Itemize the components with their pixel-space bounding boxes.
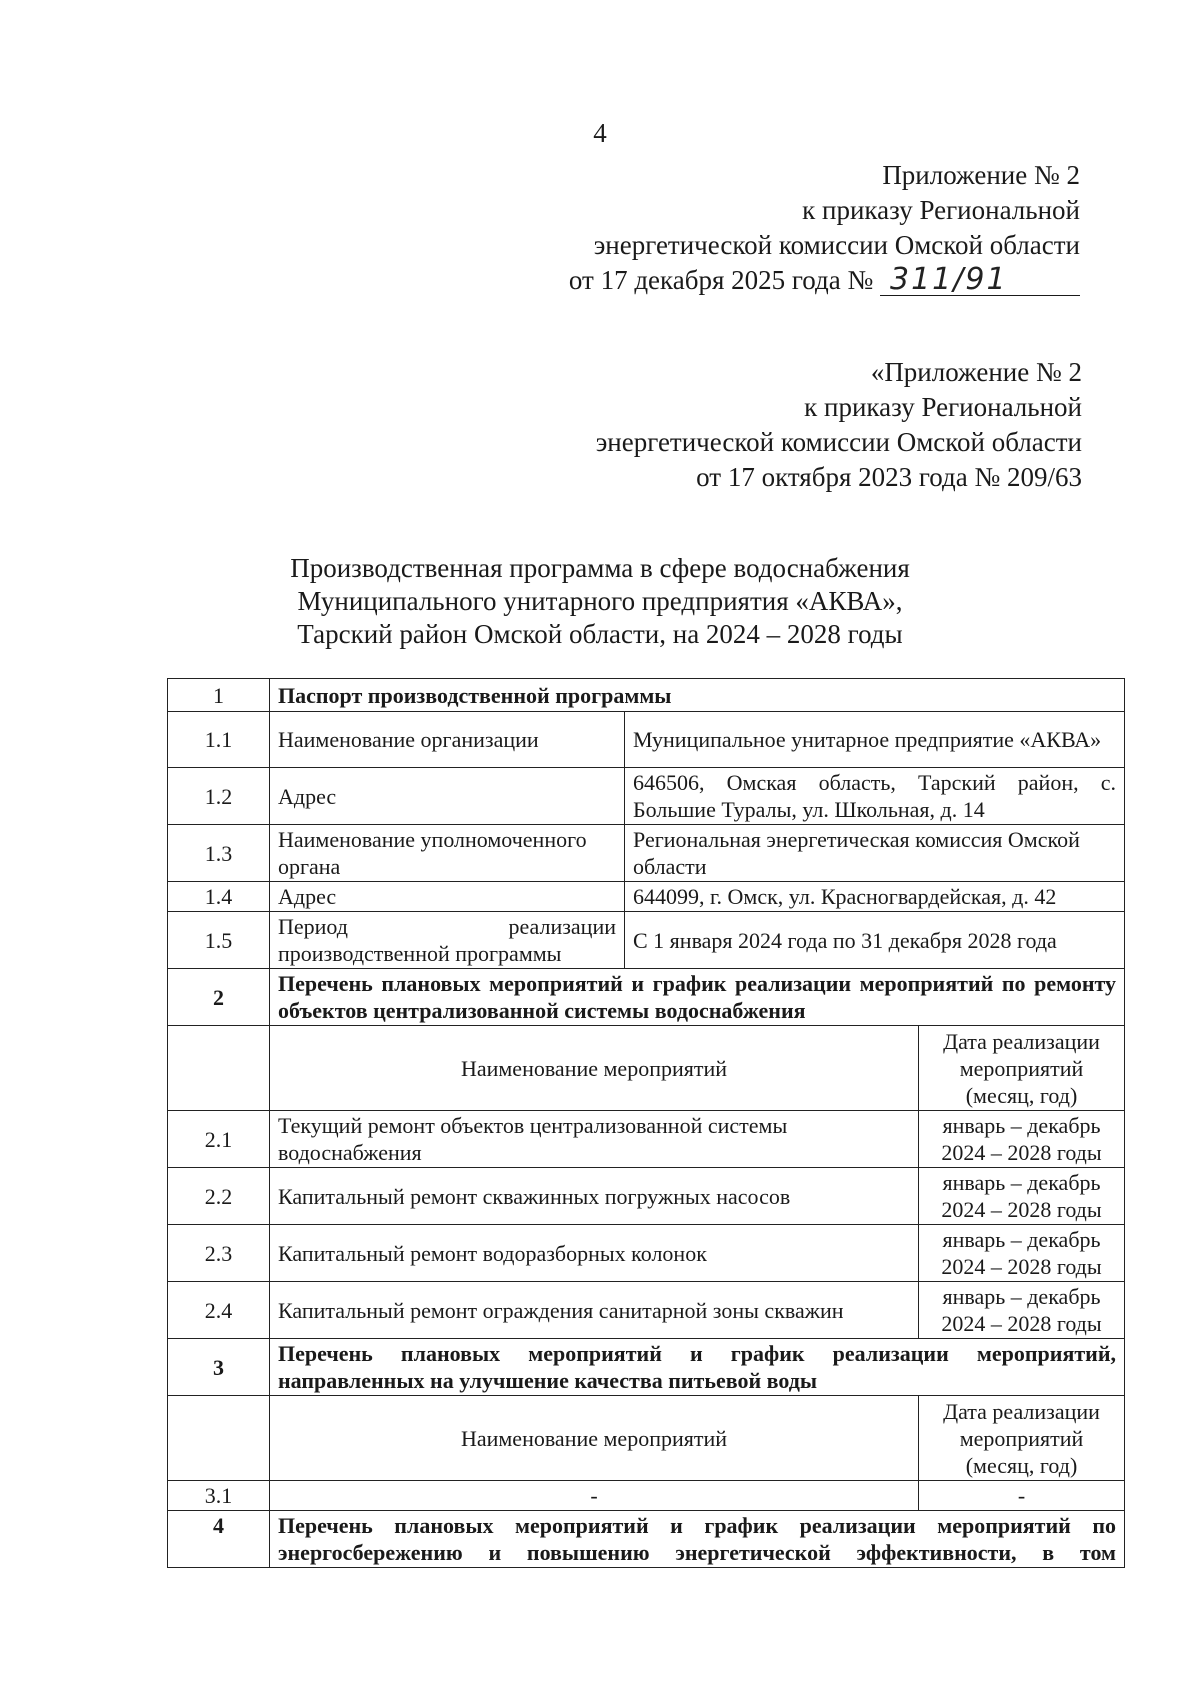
appendix-header-new xyxy=(480,158,1080,298)
activity-name: - xyxy=(270,1481,919,1511)
handwritten-order-number: 311/91 xyxy=(880,265,1080,296)
old-appendix-title: «Приложение № 2 xyxy=(870,357,1082,387)
title-line-2: Муниципального унитарного предприятия «АКВА», xyxy=(297,586,903,616)
activity-date: январь – декабрь 2024 – 2028 годы xyxy=(919,1168,1125,1225)
table-row xyxy=(168,712,1125,768)
section-number: 1 xyxy=(168,679,270,712)
activity-name: Капитальный ремонт водоразборных колонок xyxy=(270,1225,919,1282)
section-1-row xyxy=(168,679,1125,712)
row-number: 2.3 xyxy=(168,1225,270,1282)
section-title: Перечень плановых мероприятий и график реализации мероприятий по ремонту объектов централизованной системы водоснабжения xyxy=(270,969,1125,1026)
table-header-row xyxy=(168,1026,1125,1111)
section-number: 4 xyxy=(168,1511,270,1568)
title-line-1: Производственная программа в сфере водоснабжения xyxy=(290,553,910,583)
activity-name: Капитальный ремонт скважинных погружных насосов xyxy=(270,1168,919,1225)
header-activity-date: Дата реализации мероприятий (месяц, год) xyxy=(919,1026,1125,1111)
section-3-row xyxy=(168,1339,1125,1396)
table-row xyxy=(168,1225,1125,1282)
appendix-title: Приложение № 2 xyxy=(882,160,1080,190)
section-title: Паспорт производственной программы xyxy=(270,679,1125,712)
row-number: 1.4 xyxy=(168,882,270,912)
section-number: 2 xyxy=(168,969,270,1026)
appendix-commission: энергетической комиссии Омской области xyxy=(593,230,1080,260)
table-row xyxy=(168,1111,1125,1168)
table-row xyxy=(168,825,1125,882)
row-label: Наименование уполномоченного органа xyxy=(270,825,625,882)
table-row xyxy=(168,1168,1125,1225)
row-label: Период реализации производственной программы xyxy=(270,912,625,969)
row-number: 1.1 xyxy=(168,712,270,768)
appendix-order-ref: к приказу Региональной xyxy=(802,195,1080,225)
activity-name: Капитальный ремонт ограждения санитарной зоны скважин xyxy=(270,1282,919,1339)
activity-date: январь – декабрь 2024 – 2028 годы xyxy=(919,1225,1125,1282)
row-value: С 1 января 2024 года по 31 декабря 2028 года xyxy=(625,912,1125,969)
row-value: Региональная энергетическая комиссия Омской области xyxy=(625,825,1125,882)
header-activity-name: Наименование мероприятий xyxy=(270,1026,919,1111)
old-appendix-commission: энергетической комиссии Омской области xyxy=(595,427,1082,457)
row-value: Муниципальное унитарное предприятие «АКВА» xyxy=(625,712,1125,768)
table-row xyxy=(168,912,1125,969)
row-number: 1.3 xyxy=(168,825,270,882)
section-title: Перечень плановых мероприятий и график реализации мероприятий, направленных на улучшение качества питьевой воды xyxy=(270,1339,1125,1396)
activity-date: - xyxy=(919,1481,1125,1511)
row-number: 1.2 xyxy=(168,768,270,825)
appendix-header-old xyxy=(482,355,1082,495)
section-title: Перечень плановых мероприятий и график реализации мероприятий по энергосбережению и повышению энергетической эффективности, в том xyxy=(270,1511,1125,1568)
empty-cell xyxy=(168,1026,270,1111)
section-number: 3 xyxy=(168,1339,270,1396)
old-appendix-order-date: от 17 октября 2023 года № 209/63 xyxy=(696,462,1082,492)
row-number: 3.1 xyxy=(168,1481,270,1511)
row-number: 2.4 xyxy=(168,1282,270,1339)
table-row xyxy=(168,1481,1125,1511)
old-appendix-order-ref: к приказу Региональной xyxy=(804,392,1082,422)
table-row xyxy=(168,1282,1125,1339)
header-activity-name: Наименование мероприятий xyxy=(270,1396,919,1481)
row-number: 1.5 xyxy=(168,912,270,969)
section-4-row xyxy=(168,1511,1125,1568)
production-program-table xyxy=(167,678,1125,1568)
table-row xyxy=(168,882,1125,912)
appendix-order-date xyxy=(480,263,1080,298)
row-number: 2.1 xyxy=(168,1111,270,1168)
activity-name: Текущий ремонт объектов централизованной системы водоснабжения xyxy=(270,1111,919,1168)
title-line-3: Тарский район Омской области, на 2024 – 2028 годы xyxy=(297,619,903,649)
order-date-text: от 17 декабря 2025 года № xyxy=(568,265,874,295)
row-label: Адрес xyxy=(270,882,625,912)
table-header-row xyxy=(168,1396,1125,1481)
row-value: 646506, Омская область, Тарский район, с. Большие Туралы, ул. Школьная, д. 14 xyxy=(625,768,1125,825)
activity-date: январь – декабрь 2024 – 2028 годы xyxy=(919,1111,1125,1168)
row-number: 2.2 xyxy=(168,1168,270,1225)
document-title xyxy=(0,552,1200,651)
header-activity-date: Дата реализации мероприятий (месяц, год) xyxy=(919,1396,1125,1481)
empty-cell xyxy=(168,1396,270,1481)
page-number: 4 xyxy=(593,118,607,148)
table-row xyxy=(168,768,1125,825)
section-2-row xyxy=(168,969,1125,1026)
row-value: 644099, г. Омск, ул. Красногвардейская, д. 42 xyxy=(625,882,1125,912)
row-label: Адрес xyxy=(270,768,625,825)
activity-date: январь – декабрь 2024 – 2028 годы xyxy=(919,1282,1125,1339)
row-label: Наименование организации xyxy=(270,712,625,768)
